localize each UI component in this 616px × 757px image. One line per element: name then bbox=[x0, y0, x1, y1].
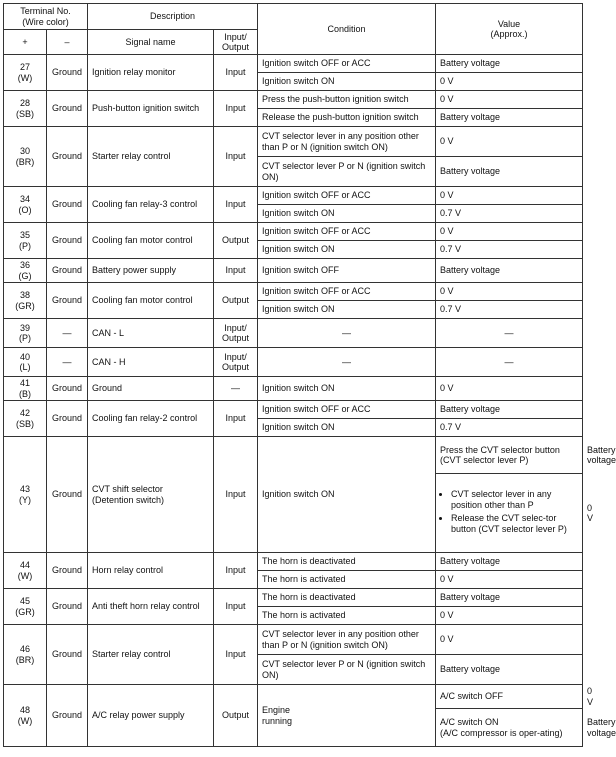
condition-cell: — bbox=[258, 348, 436, 377]
value-header bbox=[436, 4, 583, 55]
terminal-minus: — bbox=[47, 319, 88, 348]
table-row: 43 (Y) Ground CVT shift selector (Detention switch) Input Ignition switch ON Press the CVT selector button (CVT selector lever P) Battery voltage bbox=[4, 437, 583, 474]
signal-name: Horn relay control bbox=[88, 553, 214, 589]
terminal-plus: 30 (BR) bbox=[4, 127, 47, 187]
input-output: Input bbox=[214, 625, 258, 685]
input-output: Input bbox=[214, 553, 258, 589]
terminal-table-container bbox=[3, 3, 616, 747]
value-cell: Battery voltage bbox=[436, 553, 583, 571]
condition-cell: Ignition switch ON bbox=[258, 73, 436, 91]
condition-sub-cell: A/C switch ON (A/C compressor is oper-ating) bbox=[436, 709, 583, 747]
condition-cell: The horn is deactivated bbox=[258, 553, 436, 571]
input-output-header: Input/ Output bbox=[214, 30, 258, 55]
condition-main: Ignition switch ON bbox=[258, 437, 436, 553]
terminal-minus: Ground bbox=[47, 377, 88, 401]
input-output: Output bbox=[214, 685, 258, 747]
signal-name: Ignition relay monitor bbox=[88, 55, 214, 91]
signal-name: Starter relay control bbox=[88, 127, 214, 187]
table-row bbox=[4, 348, 583, 377]
table-row: A/C switch ON (A/C compressor is oper-ating) Battery voltage bbox=[4, 709, 583, 747]
signal-name: Cooling fan relay-2 control bbox=[88, 401, 214, 437]
signal-name-header: Signal name bbox=[88, 30, 214, 55]
condition-cell: The horn is activated bbox=[258, 571, 436, 589]
table-row bbox=[4, 223, 583, 241]
terminal-minus: Ground bbox=[47, 187, 88, 223]
terminal-plus: 44 (W) bbox=[4, 553, 47, 589]
condition-cell: CVT selector lever in any position other than P or N (ignition switch ON) bbox=[258, 625, 436, 655]
input-output: Input/ Output bbox=[214, 319, 258, 348]
terminal-minus: Ground bbox=[47, 259, 88, 283]
terminal-plus: 46 (BR) bbox=[4, 625, 47, 685]
value-cell: 0 V bbox=[436, 283, 583, 301]
table-row bbox=[4, 377, 583, 401]
value-label: Value bbox=[497, 18, 521, 29]
condition-cell: Ignition switch OFF or ACC bbox=[258, 187, 436, 205]
value-cell: 0 V bbox=[436, 73, 583, 91]
table-row bbox=[4, 283, 583, 301]
signal-name: Cooling fan motor control bbox=[88, 223, 214, 259]
condition-cell: The horn is activated bbox=[258, 607, 436, 625]
terminal-plus: 35 (P) bbox=[4, 223, 47, 259]
table-row: • CVT selector lever in any position other than P • Release the CVT selec-tor button (CVT selector lever P) 0 V bbox=[4, 474, 583, 553]
terminal-no-label: Terminal No. bbox=[20, 6, 71, 16]
input-output: Input bbox=[214, 187, 258, 223]
value-cell: Battery voltage bbox=[436, 655, 583, 685]
table-body bbox=[4, 4, 616, 747]
condition-cell: CVT selector lever P or N (ignition switch ON) bbox=[258, 655, 436, 685]
condition-cell: Ignition switch OFF bbox=[258, 259, 436, 283]
signal-name: Cooling fan motor control bbox=[88, 283, 214, 319]
input-output: Input bbox=[214, 437, 258, 553]
wire-color-label: (Wire color) bbox=[22, 16, 69, 27]
signal-name: Ground bbox=[88, 377, 214, 401]
value-cell: 0 V bbox=[436, 607, 583, 625]
terminal-minus: Ground bbox=[47, 625, 88, 685]
plus-header: + bbox=[4, 30, 47, 55]
input-output: Input bbox=[214, 91, 258, 127]
terminal-minus: Ground bbox=[47, 55, 88, 91]
signal-name: Starter relay control bbox=[88, 625, 214, 685]
value-cell: 0 V bbox=[436, 127, 583, 157]
terminal-minus: Ground bbox=[47, 437, 88, 553]
value-cell: 0 V bbox=[436, 377, 583, 401]
value-cell: Battery voltage bbox=[436, 109, 583, 127]
table-row bbox=[4, 319, 583, 348]
table-row bbox=[4, 259, 583, 283]
input-output: Input bbox=[214, 127, 258, 187]
condition-cell: Ignition switch OFF or ACC bbox=[258, 55, 436, 73]
value-cell: 0.7 V bbox=[436, 419, 583, 437]
terminal-minus: Ground bbox=[47, 91, 88, 127]
input-output: Output bbox=[214, 283, 258, 319]
signal-name: A/C relay power supply bbox=[88, 685, 214, 747]
terminal-minus: Ground bbox=[47, 223, 88, 259]
terminal-minus: — bbox=[47, 348, 88, 377]
signal-name: Battery power supply bbox=[88, 259, 214, 283]
terminal-table bbox=[3, 3, 616, 747]
condition-cell: Ignition switch OFF or ACC bbox=[258, 401, 436, 419]
table-row bbox=[4, 127, 583, 157]
condition-header: Condition bbox=[258, 4, 436, 55]
condition-cell: Ignition switch ON bbox=[258, 301, 436, 319]
signal-name: CAN - H bbox=[88, 348, 214, 377]
condition-cell: The horn is deactivated bbox=[258, 589, 436, 607]
terminal-plus: 36 (G) bbox=[4, 259, 47, 283]
condition-cell: CVT selector lever P or N (ignition switch ON) bbox=[258, 157, 436, 187]
table-row bbox=[4, 91, 583, 109]
value-cell: Battery voltage bbox=[436, 401, 583, 419]
table-row bbox=[4, 589, 583, 607]
condition-cell: — bbox=[258, 319, 436, 348]
value-cell: Battery voltage bbox=[436, 259, 583, 283]
input-output: Output bbox=[214, 223, 258, 259]
value-cell: 0 V bbox=[436, 187, 583, 205]
condition-cell: Ignition switch OFF or ACC bbox=[258, 223, 436, 241]
condition-cell: Ignition switch OFF or ACC bbox=[258, 283, 436, 301]
table-row bbox=[4, 55, 583, 73]
signal-name: Push-button ignition switch bbox=[88, 91, 214, 127]
terminal-minus: Ground bbox=[47, 553, 88, 589]
terminal-plus: 28 (SB) bbox=[4, 91, 47, 127]
terminal-minus: Ground bbox=[47, 127, 88, 187]
value-cell: 0.7 V bbox=[436, 205, 583, 223]
value-cell: 0.7 V bbox=[436, 301, 583, 319]
table-row bbox=[4, 553, 583, 571]
table-row bbox=[4, 401, 583, 419]
input-output: Input bbox=[214, 401, 258, 437]
condition-cell: Release the push-button ignition switch bbox=[258, 109, 436, 127]
approx-label: (Approx.) bbox=[490, 29, 528, 39]
terminal-minus: Ground bbox=[47, 283, 88, 319]
terminal-plus: 39 (P) bbox=[4, 319, 47, 348]
terminal-minus: Ground bbox=[47, 685, 88, 747]
value-cell: 0 V bbox=[436, 91, 583, 109]
condition-sub-cell bbox=[436, 474, 583, 553]
terminal-plus: 43 (Y) bbox=[4, 437, 47, 553]
input-output: Input/ Output bbox=[214, 348, 258, 377]
terminal-plus: 42 (SB) bbox=[4, 401, 47, 437]
terminal-plus: 34 (O) bbox=[4, 187, 47, 223]
value-cell: 0 V bbox=[436, 223, 583, 241]
value-cell: Battery voltage bbox=[436, 157, 583, 187]
table-row bbox=[4, 187, 583, 205]
header-row bbox=[4, 4, 583, 30]
value-cell: Battery voltage bbox=[436, 55, 583, 73]
condition-cell: Ignition switch ON bbox=[258, 377, 436, 401]
value-cell: 0 V bbox=[436, 625, 583, 655]
signal-name: Cooling fan relay-3 control bbox=[88, 187, 214, 223]
condition-cell: CVT selector lever in any position other than P or N (ignition switch ON) bbox=[258, 127, 436, 157]
value-cell: 0 V bbox=[436, 571, 583, 589]
input-output: Input bbox=[214, 589, 258, 625]
condition-sub-cell: Press the CVT selector button (CVT selector lever P) bbox=[436, 437, 583, 474]
table-row: 48 (W) Ground A/C relay power supply Output Engine running A/C switch OFF 0 V bbox=[4, 685, 583, 709]
condition-main: Engine running bbox=[258, 685, 436, 747]
input-output: Input bbox=[214, 259, 258, 283]
description-header: Description bbox=[88, 4, 258, 30]
signal-name: Anti theft horn relay control bbox=[88, 589, 214, 625]
condition-cell: Ignition switch ON bbox=[258, 205, 436, 223]
terminal-plus: 40 (L) bbox=[4, 348, 47, 377]
terminal-no-header bbox=[4, 4, 88, 30]
condition-bullet-list bbox=[440, 489, 578, 534]
signal-name: CVT shift selector (Detention switch) bbox=[88, 437, 214, 553]
value-cell: 0.7 V bbox=[436, 241, 583, 259]
condition-bullet-item: • Release the CVT selec-tor button (CVT selector lever P) bbox=[451, 513, 578, 534]
signal-name: CAN - L bbox=[88, 319, 214, 348]
terminal-plus: 27 (W) bbox=[4, 55, 47, 91]
condition-cell: Ignition switch ON bbox=[258, 419, 436, 437]
value-cell: Battery voltage bbox=[436, 589, 583, 607]
terminal-plus: 48 (W) bbox=[4, 685, 47, 747]
condition-cell: Ignition switch ON bbox=[258, 241, 436, 259]
terminal-minus: Ground bbox=[47, 589, 88, 625]
minus-header: – bbox=[47, 30, 88, 55]
terminal-plus: 38 (GR) bbox=[4, 283, 47, 319]
table-row bbox=[4, 625, 583, 655]
terminal-plus: 41 (B) bbox=[4, 377, 47, 401]
value-cell: — bbox=[436, 319, 583, 348]
condition-cell: Press the push-button ignition switch bbox=[258, 91, 436, 109]
terminal-plus: 45 (GR) bbox=[4, 589, 47, 625]
condition-sub-cell: A/C switch OFF bbox=[436, 685, 583, 709]
input-output: Input bbox=[214, 55, 258, 91]
input-output: — bbox=[214, 377, 258, 401]
condition-bullet-item: • CVT selector lever in any position other than P bbox=[451, 489, 578, 510]
terminal-minus: Ground bbox=[47, 401, 88, 437]
value-cell: — bbox=[436, 348, 583, 377]
